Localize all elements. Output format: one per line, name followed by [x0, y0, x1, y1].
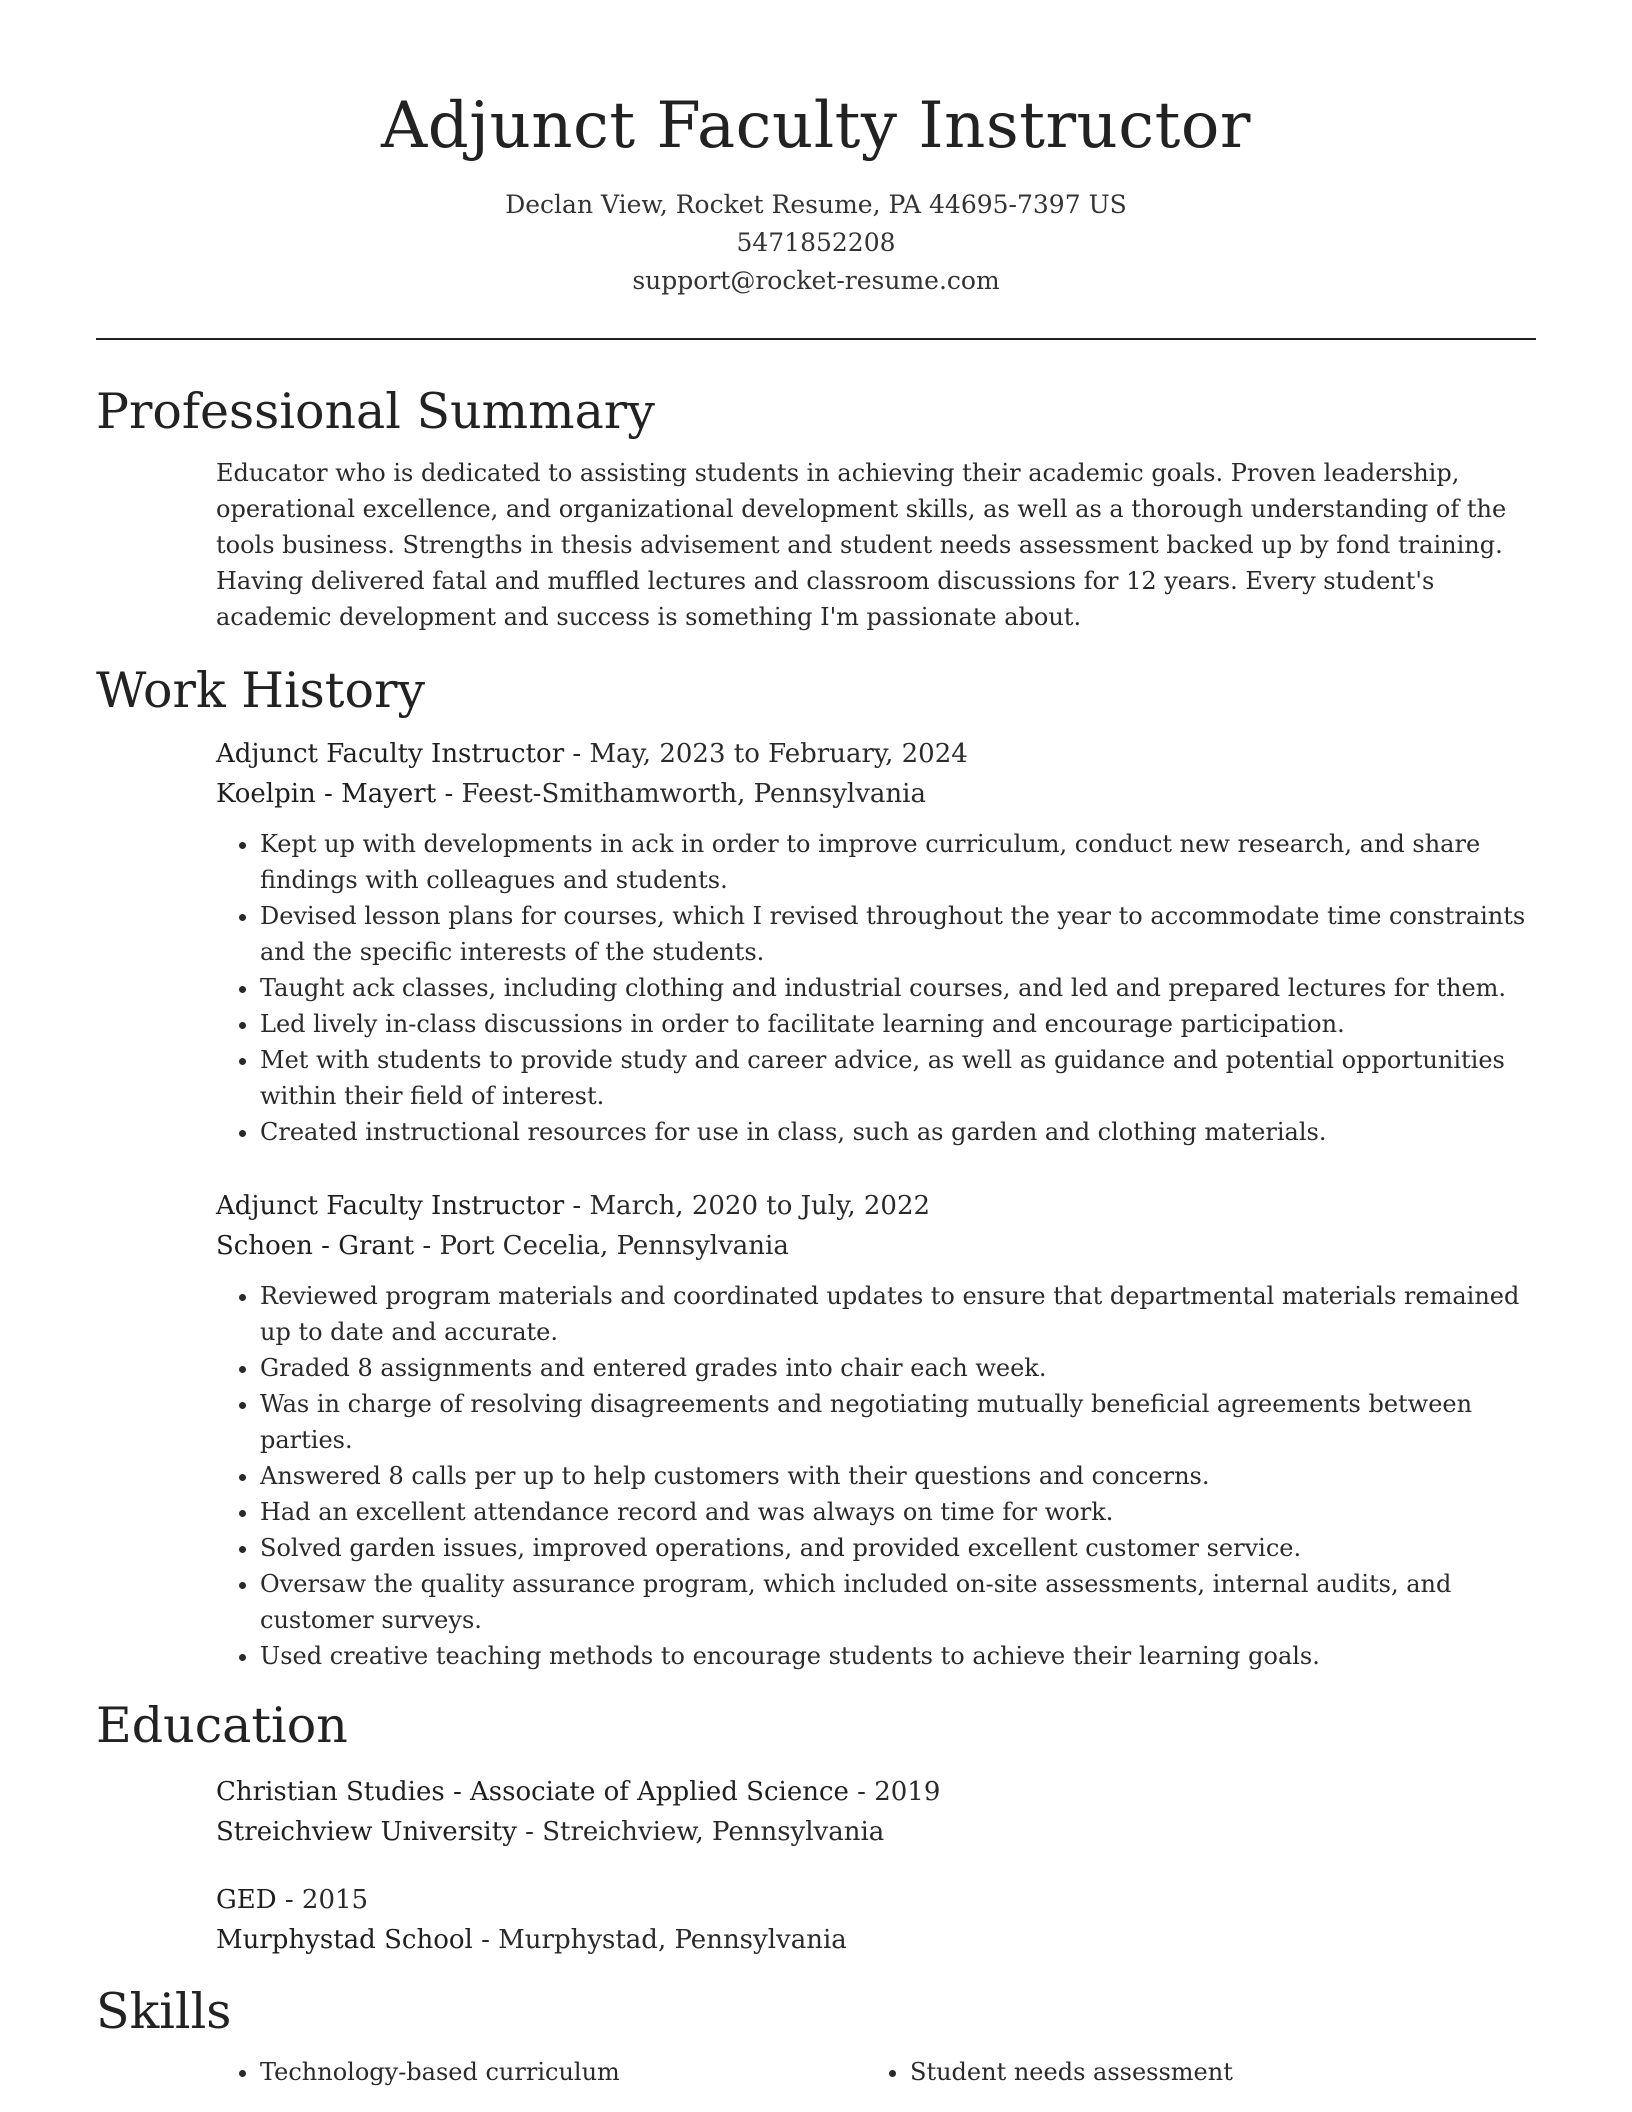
contact-address: Declan View, Rocket Resume, PA 44695-7397 US: [505, 190, 1127, 219]
job-dates: - May, 2023 to February, 2024: [564, 739, 968, 769]
job-bullet: • Taught ack classes, including clothing and industrial courses, and led and prepared lectures for them.: [260, 970, 1536, 1006]
skills-grid: [216, 2054, 1536, 2090]
education-entry: [216, 1880, 1536, 1960]
job-bullet: • Kept up with developments in ack in order to improve curriculum, conduct new research, and share findings with colleagues and students.: [260, 826, 1536, 898]
resume-name: Adjunct Faculty Instructor: [381, 89, 1251, 163]
job-bullet: • Oversaw the quality assurance program, which included on-site assessments, internal audits, and customer surveys.: [260, 1566, 1536, 1638]
section-title-work-history: Work History: [96, 662, 426, 719]
section-title-skills: Skills: [96, 1983, 232, 2040]
education-school: Streichview University: [216, 1817, 517, 1847]
job-company-line: [216, 774, 1536, 814]
job-bullet: • Created instructional resources for use in class, such as garden and clothing materials.: [260, 1114, 1536, 1150]
job-bullet: • Led lively in-class discussions in order to facilitate learning and encourage participation.: [260, 1006, 1536, 1042]
job-bullet: • Answered 8 calls per up to help customers with their questions and concerns.: [260, 1458, 1536, 1494]
contact-info: [96, 186, 1536, 300]
education-degree: Christian Studies - Associate of Applied Science: [216, 1777, 849, 1807]
job-entry: [216, 734, 1536, 1150]
skills-list-left: [216, 2054, 866, 2090]
summary-text: Educator who is dedicated to assisting students in achieving their academic goals. Proven leadership, operational excellence, and organizational development skills, as well as a thorough understanding of the tools business. Strengths in thesis advisement and student needs assessment backed up by fond training. Having delivered fatal and muffled lectures and classroom discussions for 12 years. Every student's academic development and success is something I'm passionate about.: [216, 459, 1507, 631]
contact-email: support@rocket-resume.com: [632, 266, 1000, 295]
education-school: Murphystad School: [216, 1925, 473, 1955]
job-bullet: • Solved garden issues, improved operations, and provided excellent customer service.: [260, 1530, 1536, 1566]
job-company: Schoen - Grant: [216, 1231, 415, 1261]
job-bullet: • Had an excellent attendance record and was always on time for work.: [260, 1494, 1536, 1530]
job-role: Adjunct Faculty Instructor: [216, 739, 565, 769]
education-school-line: [216, 1812, 1536, 1852]
job-entry: [216, 1186, 1536, 1674]
education-year: - 2019: [848, 1777, 941, 1807]
resume-page: [96, 0, 1536, 2090]
header-divider: [96, 338, 1536, 340]
section-title-education: Education: [96, 1697, 348, 1754]
job-bullet: • Reviewed program materials and coordinated updates to ensure that departmental materials remained up to date and accurate.: [260, 1278, 1536, 1350]
education-year: - 2015: [276, 1885, 369, 1915]
section-title-summary: Professional Summary: [96, 383, 655, 440]
skill-item: • Technology-based curriculum: [260, 2054, 866, 2090]
job-company-line: [216, 1226, 1536, 1266]
job-location: - Port Cecelia, Pennsylvania: [414, 1231, 789, 1261]
education-degree-line: [216, 1880, 1536, 1920]
education-location: - Murphystad, Pennsylvania: [472, 1925, 847, 1955]
job-dates: - March, 2020 to July, 2022: [564, 1191, 931, 1221]
skill-item: • Student needs assessment: [910, 2054, 1516, 2090]
job-bullet: • Used creative teaching methods to encourage students to achieve their learning goals.: [260, 1638, 1536, 1674]
job-title-line: [216, 1186, 1536, 1226]
contact-phone: 5471852208: [736, 228, 896, 257]
job-location: - Feest-Smithamworth, Pennsylvania: [436, 779, 926, 809]
education-entry: [216, 1772, 1536, 1852]
education-school-line: [216, 1920, 1536, 1960]
resume-header: [96, 0, 1536, 300]
job-bullets: [216, 1278, 1536, 1674]
education-degree: GED: [216, 1885, 277, 1915]
job-bullet: • Devised lesson plans for courses, which I revised throughout the year to accommodate time constraints and the specific interests of the students.: [260, 898, 1536, 970]
job-bullet: • Met with students to provide study and career advice, as well as guidance and potential opportunities within their field of interest.: [260, 1042, 1536, 1114]
job-company: Koelpin - Mayert: [216, 779, 437, 809]
skills-list-right: [866, 2054, 1516, 2090]
job-bullet: • Graded 8 assignments and entered grades into chair each week.: [260, 1350, 1536, 1386]
job-title-line: [216, 734, 1536, 774]
education-location: - Streichview, Pennsylvania: [516, 1817, 885, 1847]
job-bullet: • Was in charge of resolving disagreements and negotiating mutually beneficial agreements between parties.: [260, 1386, 1536, 1458]
job-bullets: [216, 826, 1536, 1150]
education-degree-line: [216, 1772, 1536, 1812]
job-role: Adjunct Faculty Instructor: [216, 1191, 565, 1221]
